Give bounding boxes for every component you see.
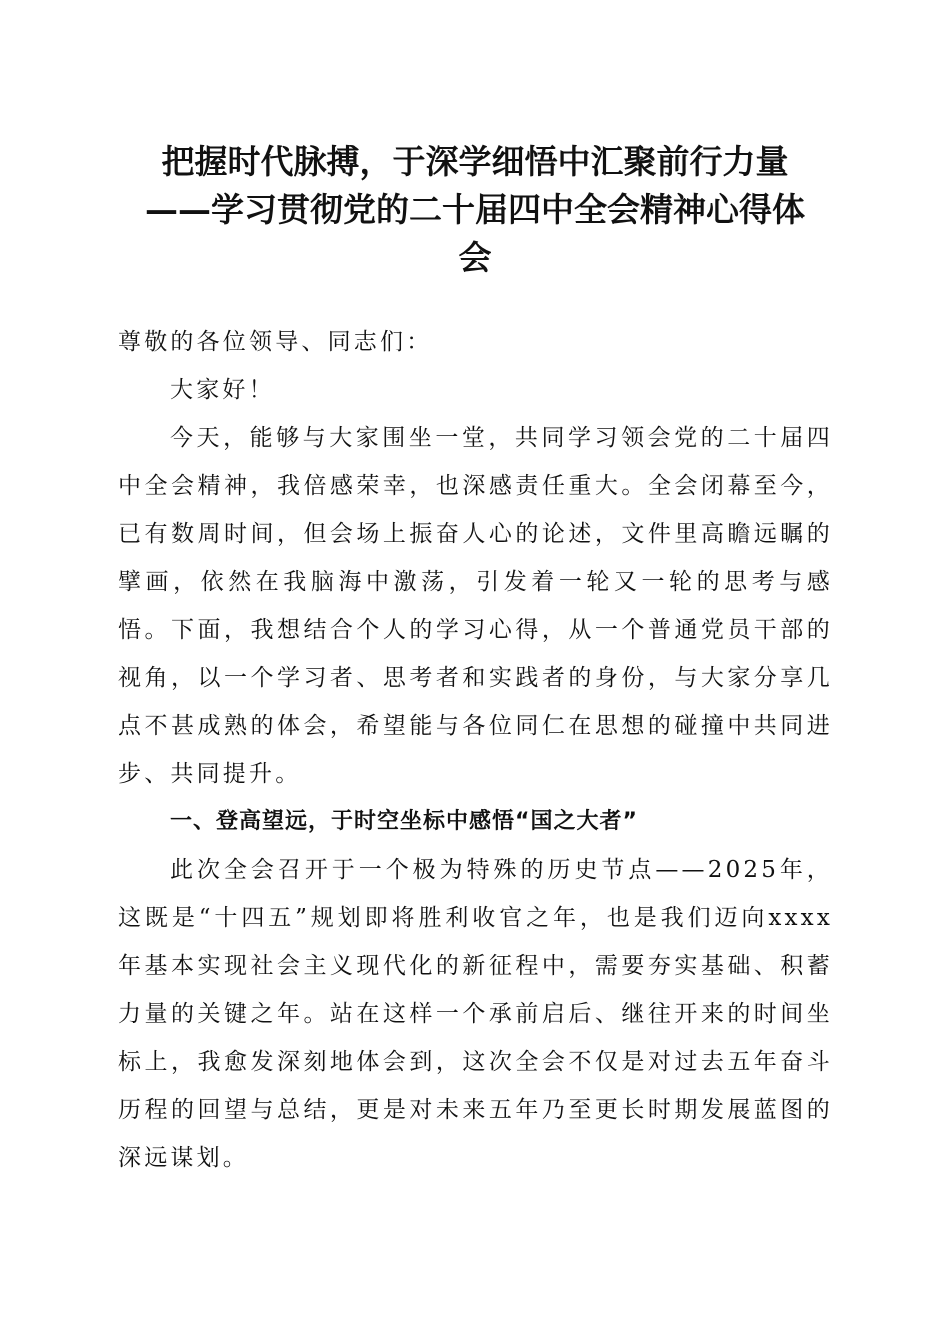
- intro-paragraph: 今天，能够与大家围坐一堂，共同学习领会党的二十届四中全会精神，我倍感荣幸，也深感责任重大。全会闭幕至今，已有数周时间，但会场上振奋人心的论述，文件里高瞻远瞩的擘画，依然在我脑海中激荡，引发着一轮又一轮的思考与感悟。下面，我想结合个人的学习心得，从一个普通党员干部的视角，以一个学习者、思考者和实践者的身份，与大家分享几点不甚成熟的体会，希望能与各位同仁在思想的碰撞中共同进步、共同提升。: [118, 425, 833, 787]
- section-heading-1: 一、登高望远，于时空坐标中感悟“国之大者”: [170, 809, 638, 834]
- title-line-3: 会: [458, 238, 492, 277]
- title-line-1: 把握时代脉搏，于深学细悟中汇聚前行力量: [161, 142, 789, 181]
- salutation: 尊敬的各位领导、同志们：: [118, 329, 433, 355]
- greeting: 大家好！: [170, 377, 275, 403]
- section-1-paragraph: 此次全会召开于一个极为特殊的历史节点——2025年，这既是“十四五”规划即将胜利收官之年，也是我们迈向xxxx年基本实现社会主义现代化的新征程中，需要夯实基础、积蓄力量的关键之年。站在这样一个承前启后、继往开来的时间坐标上，我愈发深刻地体会到，这次全会不仅是对过去五年奋斗历程的回望与总结，更是对未来五年乃至更长时期发展蓝图的深远谋划。: [118, 857, 833, 1171]
- title-line-2: ——学习贯彻党的二十届四中全会精神心得体: [145, 190, 805, 229]
- document-title: [110, 138, 840, 282]
- document-body: [118, 318, 833, 1182]
